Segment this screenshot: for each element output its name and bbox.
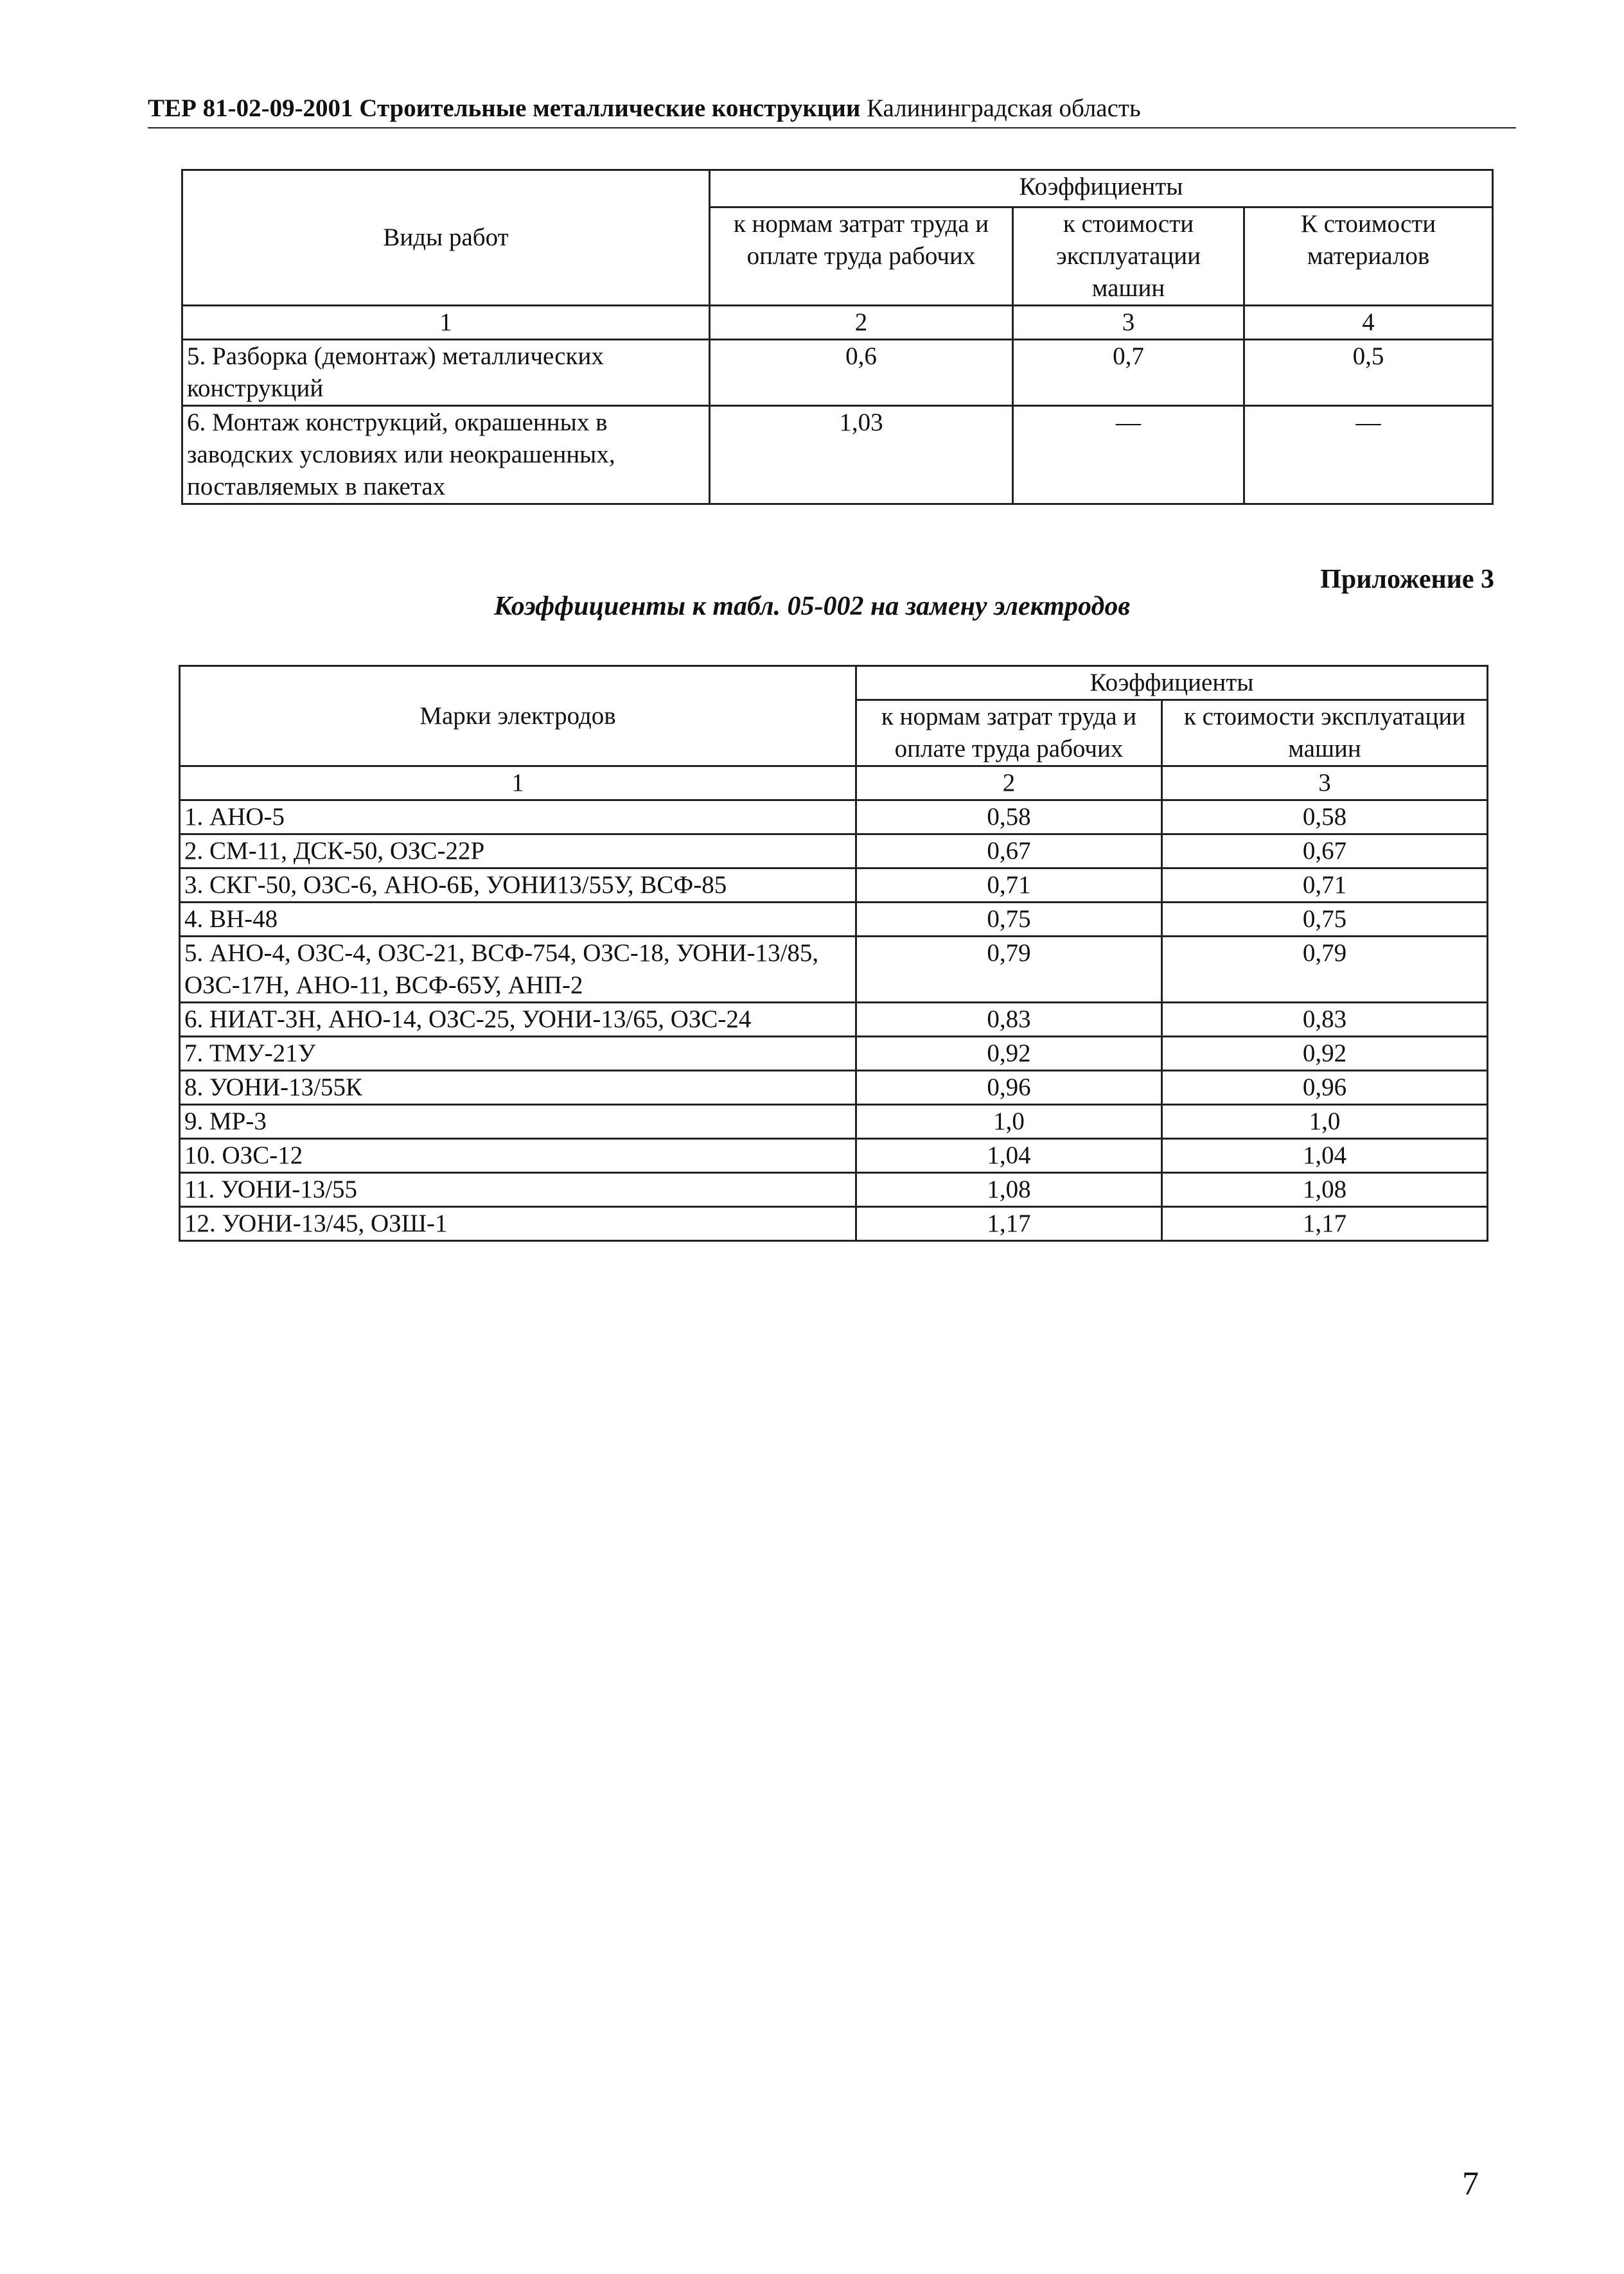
table-row: [180, 868, 1488, 903]
table-caption: Коэффициенты к табл. 05-002 на замену электродов: [493, 592, 1131, 621]
column-number: 4: [1244, 306, 1493, 340]
labor-coefficient: 0,83: [856, 1003, 1162, 1037]
machines-coefficient: 0,96: [1162, 1071, 1488, 1105]
electrode-brand: 4. ВН-48: [180, 903, 856, 937]
column-number: 1: [180, 766, 856, 800]
machines-coefficient: 0,71: [1162, 868, 1488, 903]
machines-coefficient: 0,92: [1162, 1037, 1488, 1071]
header-machines: к стоимости эксплуатации машин: [1162, 700, 1488, 766]
labor-coefficient: 1,17: [856, 1207, 1162, 1241]
electrode-brand: 6. НИАТ-3Н, АНО-14, ОЗС-25, УОНИ-13/65, ОЗС-24: [180, 1003, 856, 1037]
labor-coefficient: 1,03: [710, 406, 1013, 504]
table-row: [180, 1003, 1488, 1037]
machines-coefficient: 0,79: [1162, 937, 1488, 1003]
table-row: [180, 903, 1488, 937]
table-row: [180, 937, 1488, 1003]
machines-coefficient: 1,17: [1162, 1207, 1488, 1241]
table-row: [180, 1139, 1488, 1173]
machines-coefficient: 1,0: [1162, 1105, 1488, 1139]
table-row: [180, 1207, 1488, 1241]
column-number: 2: [710, 306, 1013, 340]
table-row: [180, 834, 1488, 868]
machines-coefficient: 0,58: [1162, 800, 1488, 834]
labor-coefficient: 1,04: [856, 1139, 1162, 1173]
table-row: [180, 1037, 1488, 1071]
electrode-brand: 8. УОНИ-13/55К: [180, 1071, 856, 1105]
electrode-brand: 3. СКГ-50, ОЗС-6, АНО-6Б, УОНИ13/55У, ВСФ-85: [180, 868, 856, 903]
electrode-coefficients-table: [179, 665, 1488, 1242]
appendix-label: Приложение 3: [1320, 565, 1494, 594]
page-header: [148, 90, 1516, 128]
electrode-brand: 12. УОНИ-13/45, ОЗШ-1: [180, 1207, 856, 1241]
header-brands: Марки электродов: [180, 666, 856, 766]
table-row: [180, 1071, 1488, 1105]
labor-coefficient: 0,96: [856, 1071, 1162, 1105]
header-works: Виды работ: [182, 170, 710, 306]
header-labor: к нормам затрат труда и оплате труда рабочих: [710, 207, 1013, 306]
column-number: 3: [1013, 306, 1244, 340]
table-row: [180, 1105, 1488, 1139]
header-materials: К стоимости материалов: [1244, 207, 1493, 306]
work-name: 5. Разборка (демонтаж) металлических конструкций: [182, 340, 710, 406]
labor-coefficient: 1,08: [856, 1173, 1162, 1207]
header-machines: к стоимости эксплуатации машин: [1013, 207, 1244, 306]
column-number: 1: [182, 306, 710, 340]
machines-coefficient: 0,75: [1162, 903, 1488, 937]
column-number: 2: [856, 766, 1162, 800]
table-row: [180, 1173, 1488, 1207]
materials-coefficient: —: [1244, 406, 1493, 504]
labor-coefficient: 0,67: [856, 834, 1162, 868]
electrode-brand: 1. АНО-5: [180, 800, 856, 834]
table-row: [180, 800, 1488, 834]
work-name: 6. Монтаж конструкций, окрашенных в заводских условиях или неокрашенных, поставляемых в пакетах: [182, 406, 710, 504]
column-number: 3: [1162, 766, 1488, 800]
header-coefficients: Коэффициенты: [856, 666, 1488, 700]
labor-coefficient: 0,79: [856, 937, 1162, 1003]
header-coefficients: Коэффициенты: [710, 170, 1493, 207]
labor-coefficient: 0,6: [710, 340, 1013, 406]
electrode-brand: 9. МР-3: [180, 1105, 856, 1139]
electrode-brand: 2. СМ-11, ДСК-50, ОЗС-22Р: [180, 834, 856, 868]
labor-coefficient: 0,75: [856, 903, 1162, 937]
table-row: [182, 340, 1493, 406]
region-name: Калининградская область: [867, 94, 1141, 122]
work-coefficients-table: [181, 169, 1494, 505]
labor-coefficient: 0,92: [856, 1037, 1162, 1071]
labor-coefficient: 0,71: [856, 868, 1162, 903]
electrode-brand: 11. УОНИ-13/55: [180, 1173, 856, 1207]
machines-coefficient: 0,83: [1162, 1003, 1488, 1037]
electrode-brand: 5. АНО-4, ОЗС-4, ОЗС-21, ВСФ-754, ОЗС-18, УОНИ-13/85, ОЗС-17Н, АНО-11, ВСФ-65У, АНП-2: [180, 937, 856, 1003]
electrode-brand: 10. ОЗС-12: [180, 1139, 856, 1173]
machines-coefficient: 1,04: [1162, 1139, 1488, 1173]
labor-coefficient: 0,58: [856, 800, 1162, 834]
machines-coefficient: 0,7: [1013, 340, 1244, 406]
materials-coefficient: 0,5: [1244, 340, 1493, 406]
machines-coefficient: 0,67: [1162, 834, 1488, 868]
document-title: ТЕР 81-02-09-2001 Строительные металлические конструкции: [148, 94, 861, 122]
labor-coefficient: 1,0: [856, 1105, 1162, 1139]
header-labor: к нормам затрат труда и оплате труда рабочих: [856, 700, 1162, 766]
machines-coefficient: 1,08: [1162, 1173, 1488, 1207]
electrode-brand: 7. ТМУ-21У: [180, 1037, 856, 1071]
table-row: [182, 406, 1493, 504]
machines-coefficient: —: [1013, 406, 1244, 504]
page-number: 7: [1462, 2165, 1479, 2202]
